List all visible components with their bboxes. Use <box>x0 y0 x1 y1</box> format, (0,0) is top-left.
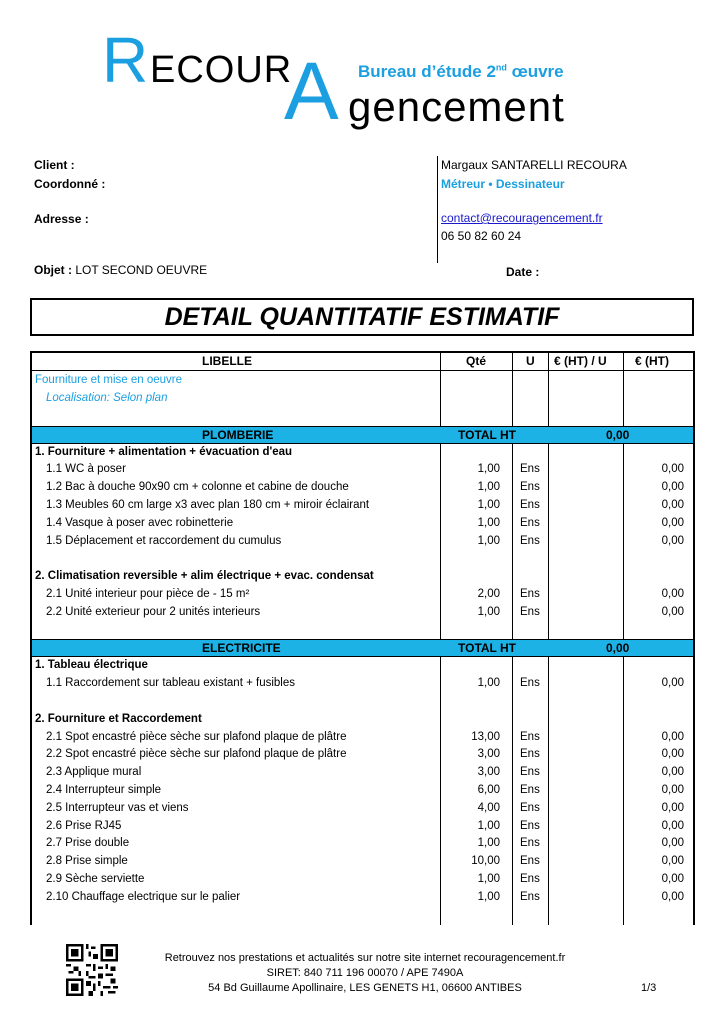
item-total: 0,00 <box>661 605 684 618</box>
section-total-label: TOTAL HT <box>458 641 516 656</box>
group-title-row <box>32 444 693 461</box>
contact-phone: 06 50 82 60 24 <box>441 229 522 243</box>
section-total-label: TOTAL HT <box>458 427 516 442</box>
logo-text-gencement: gencement <box>348 83 565 130</box>
item-label: 2.4 Interrupteur simple <box>46 784 162 796</box>
item-total: 0,00 <box>661 499 684 511</box>
item-label: 1.2 Bac à douche 90x90 cm + colonne et cabine de douche <box>46 481 349 494</box>
item-unit: Ens <box>520 463 540 476</box>
item-total: 0,00 <box>661 784 684 796</box>
contact-name: Margaux SANTARELLI RECOURA <box>441 158 627 172</box>
table-row <box>32 835 693 852</box>
intro-row <box>32 372 693 389</box>
item-unit: Ens <box>520 837 540 850</box>
table-row <box>32 586 693 603</box>
table-row <box>32 746 693 763</box>
item-label: 2.10 Chauffage electrique sur le palier <box>46 890 241 903</box>
item-unit: Ens <box>520 855 540 868</box>
group-title: 1. Fourniture + alimentation + évacuation d'eau <box>35 445 293 458</box>
group-title: 2. Fourniture et Raccordement <box>35 712 202 725</box>
footer-address-line: 54 Bd Guillaume Apollinaire, LES GENETS H1, 06600 ANTIBES <box>208 982 522 994</box>
table-row <box>32 871 693 888</box>
header-u: U <box>526 354 535 368</box>
item-qty: 1,00 <box>477 890 500 903</box>
item-total: 0,00 <box>661 730 684 743</box>
section-total-value: 0,00 <box>606 641 630 656</box>
item-total: 0,00 <box>661 801 684 814</box>
item-qty: 1,00 <box>477 499 500 511</box>
table-row <box>32 533 693 550</box>
table-row <box>32 479 693 496</box>
document-title: DETAIL QUANTITATIF ESTIMATIF <box>30 298 694 336</box>
item-label: 2.6 Prise RJ45 <box>46 819 122 832</box>
item-qty: 6,00 <box>477 784 500 796</box>
contact-role: Métreur • Dessinateur <box>441 177 565 191</box>
qr-code-icon <box>66 944 118 996</box>
header-libelle: LIBELLE <box>202 354 252 368</box>
logo-letter-a: A <box>284 46 339 137</box>
item-unit: Ens <box>520 784 540 796</box>
footer-siret-line: SIRET: 840 711 196 00070 / APE 7490A <box>266 967 464 979</box>
section-name: PLOMBERIE <box>202 427 274 442</box>
header-qte: Qté <box>466 354 487 368</box>
item-qty: 1,00 <box>477 819 500 832</box>
group-title-row <box>32 568 693 585</box>
item-label: 2.3 Applique mural <box>46 766 142 779</box>
intro-title: Fourniture et mise en oeuvre <box>35 374 183 386</box>
item-label: 2.9 Sèche serviette <box>46 873 145 885</box>
item-label: 1.1 Raccordement sur tableau existant + fusibles <box>46 677 295 690</box>
item-unit: Ens <box>520 730 540 743</box>
section-total-value: 0,00 <box>606 427 630 442</box>
item-unit: Ens <box>520 819 540 832</box>
item-label: 2.1 Spot encastré pièce sèche sur plafond plaque de plâtre <box>46 730 347 743</box>
item-total: 0,00 <box>661 748 684 761</box>
logo-letter-r: R <box>102 24 149 96</box>
table-row <box>32 782 693 799</box>
section-header <box>32 426 693 444</box>
item-qty: 1,00 <box>477 605 500 618</box>
item-unit: Ens <box>520 873 540 885</box>
item-qty: 1,00 <box>477 534 500 547</box>
item-total: 0,00 <box>661 819 684 832</box>
group-title: 1. Tableau électrique <box>35 659 148 672</box>
table-row <box>32 764 693 781</box>
item-total: 0,00 <box>661 534 684 547</box>
item-unit: Ens <box>520 481 540 494</box>
item-total: 0,00 <box>661 837 684 850</box>
table-row <box>32 497 693 514</box>
table-row <box>32 675 693 692</box>
item-label: 1.3 Meubles 60 cm large x3 avec plan 180 cm + miroir éclairant <box>46 499 370 511</box>
footer-website-line: Retrouvez nos prestations et actualités sur notre site internet recouragencement.fr <box>164 952 566 964</box>
item-qty: 1,00 <box>477 463 500 476</box>
header-divider <box>437 156 438 263</box>
item-qty: 4,00 <box>477 801 500 814</box>
section-header <box>32 639 693 657</box>
table-row <box>32 604 693 621</box>
item-unit: Ens <box>520 801 540 814</box>
item-unit: Ens <box>520 605 540 618</box>
item-total: 0,00 <box>661 855 684 868</box>
estimate-table <box>30 351 695 925</box>
item-unit: Ens <box>520 677 540 690</box>
item-qty: 13,00 <box>471 730 500 743</box>
table-row <box>32 889 693 906</box>
item-total: 0,00 <box>661 588 684 600</box>
item-label: 2.5 Interrupteur vas et viens <box>46 801 189 814</box>
item-qty: 1,00 <box>477 873 500 885</box>
header-total: € (HT) <box>635 354 669 368</box>
table-row <box>32 800 693 817</box>
item-qty: 1,00 <box>477 837 500 850</box>
logo-tagline: Bureau d’étude 2nd œuvre <box>358 62 564 81</box>
item-total: 0,00 <box>661 766 684 779</box>
item-qty: 1,00 <box>477 516 500 529</box>
item-label: 2.7 Prise double <box>46 837 130 850</box>
item-total: 0,00 <box>661 463 684 476</box>
item-qty: 10,00 <box>471 855 500 868</box>
item-qty: 3,00 <box>477 748 500 761</box>
adresse-label: Adresse : <box>34 212 89 226</box>
item-qty: 1,00 <box>477 677 500 690</box>
date-label: Date : <box>506 265 540 279</box>
item-total: 0,00 <box>661 677 684 690</box>
item-label: 1.5 Déplacement et raccordement du cumulus <box>46 534 282 547</box>
section-name: ELECTRICITE <box>202 641 281 656</box>
page-number: 1/3 <box>641 982 657 994</box>
item-unit: Ens <box>520 534 540 547</box>
item-unit: Ens <box>520 890 540 903</box>
item-total: 0,00 <box>661 481 684 494</box>
table-row <box>32 461 693 478</box>
item-qty: 3,00 <box>477 766 500 779</box>
item-unit: Ens <box>520 516 540 529</box>
intro-location: Localisation: Selon plan <box>46 391 168 404</box>
item-total: 0,00 <box>661 890 684 903</box>
group-title-row <box>32 711 693 728</box>
item-label: 2.2 Unité exterieur pour 2 unités interieurs <box>46 605 261 618</box>
item-qty: 2,00 <box>477 588 500 600</box>
item-unit: Ens <box>520 588 540 600</box>
item-unit: Ens <box>520 766 540 779</box>
item-unit: Ens <box>520 499 540 511</box>
item-label: 2.8 Prise simple <box>46 855 128 868</box>
item-total: 0,00 <box>661 516 684 529</box>
logo-text-ecour: ECOUR <box>150 49 293 91</box>
objet-line: Objet : LOT SECOND OEUVRE <box>34 263 208 277</box>
item-label: 1.4 Vasque à poser avec robinetterie <box>46 516 234 529</box>
table-header <box>32 353 693 371</box>
intro-row <box>32 390 693 407</box>
item-label: 1.1 WC à poser <box>46 463 126 476</box>
item-qty: 1,00 <box>477 481 500 494</box>
header-pu: € (HT) / U <box>554 354 607 368</box>
client-label: Client : <box>34 158 75 172</box>
item-total: 0,00 <box>661 873 684 885</box>
group-title: 2. Climatisation reversible + alim électrique + evac. condensat <box>35 570 374 583</box>
contact-email-link[interactable]: contact@recouragencement.fr <box>441 211 603 225</box>
table-row <box>32 515 693 532</box>
table-row <box>32 729 693 746</box>
item-label: 2.2 Spot encastré pièce sèche sur plafond plaque de plâtre <box>46 748 347 761</box>
item-unit: Ens <box>520 748 540 761</box>
group-title-row <box>32 657 693 674</box>
table-row <box>32 853 693 870</box>
table-row <box>32 818 693 835</box>
item-label: 2.1 Unité interieur pour pièce de - 15 m² <box>46 588 250 600</box>
coordonne-label: Coordonné : <box>34 177 106 191</box>
